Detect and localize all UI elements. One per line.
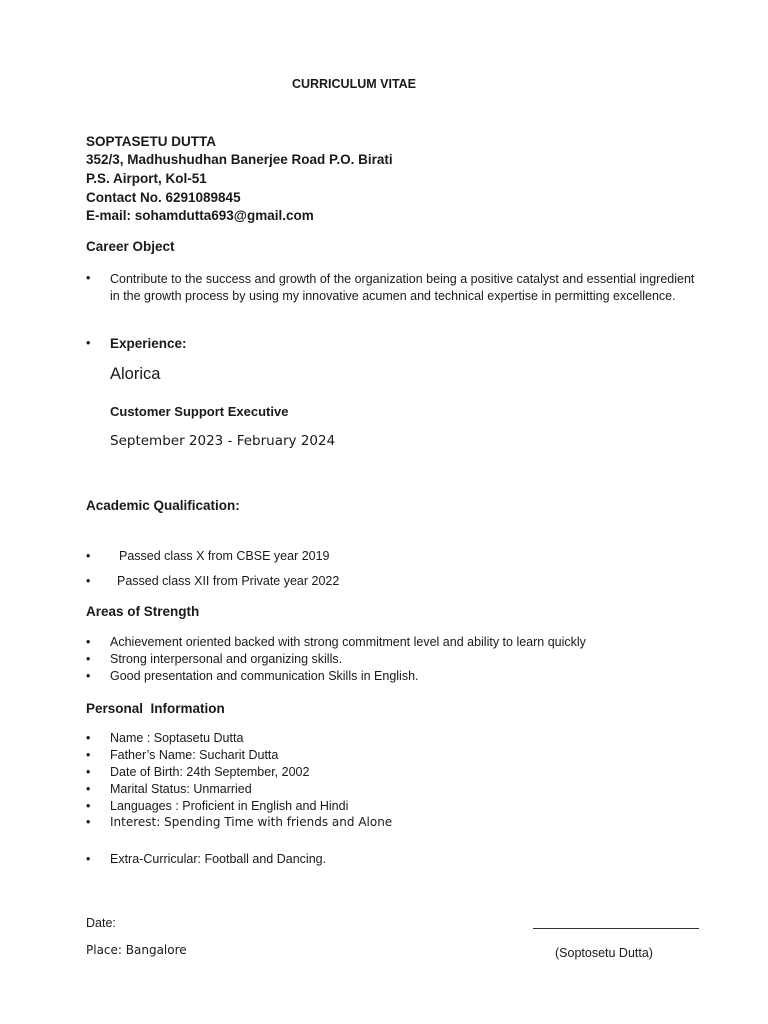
bullet-icon: •: [86, 852, 91, 866]
personal-item: [86, 765, 310, 779]
experience-period: September 2023 - February 2024: [110, 433, 336, 449]
bullet-icon: •: [86, 652, 91, 666]
strength-item: [86, 669, 419, 683]
strength-item: [86, 635, 586, 649]
experience-company: Alorica: [110, 365, 161, 383]
bullet-icon: •: [86, 731, 91, 745]
experience-item: [86, 336, 187, 351]
personal-item-text: Name : Soptasetu Dutta: [110, 731, 244, 745]
bullet-icon: •: [86, 765, 91, 779]
address-line-2: P.S. Airport, Kol-51: [86, 171, 207, 186]
personal-item: [86, 799, 349, 813]
strength-item-text: Achievement oriented backed with strong commitment level and ability to learn quickly: [110, 635, 586, 649]
document-title: CURRICULUM VITAE: [291, 77, 417, 91]
bullet-icon: •: [86, 669, 91, 683]
signature-name: (Soptosetu Dutta): [555, 946, 653, 960]
personal-item: [86, 815, 393, 829]
extracurricular-item: [86, 852, 327, 866]
personal-item-text: Languages : Proficient in English and Hindi: [110, 799, 349, 813]
academic-item: [86, 574, 340, 588]
career-objective-item: [86, 271, 695, 303]
career-objective-heading: Career Object: [86, 239, 175, 254]
email-address: E-mail: sohamdutta693@gmail.com: [86, 208, 314, 223]
academic-item: [86, 549, 330, 563]
bullet-icon: •: [86, 271, 91, 285]
bullet-icon: •: [86, 574, 91, 588]
personal-item: [86, 748, 279, 762]
personal-item-text: Date of Birth: 24th September, 2002: [110, 765, 310, 779]
bullet-icon: •: [86, 799, 91, 813]
academic-item-text: Passed class X from CBSE year 2019: [119, 549, 330, 563]
bullet-icon: •: [86, 815, 91, 829]
place-label: Place: Bangalore: [86, 943, 187, 957]
experience-role: Customer Support Executive: [110, 404, 289, 419]
personal-item-text: Marital Status: Unmarried: [110, 782, 252, 796]
strength-item-text: Good presentation and communication Skills in English.: [110, 669, 419, 683]
career-objective-text: Contribute to the success and growth of the organization being a positive catalyst and essential ingredient in the growth process by using my innovative acumen and technical expertise in permitting excellence.: [110, 272, 695, 303]
date-label: Date:: [86, 916, 116, 930]
bullet-icon: •: [86, 782, 91, 796]
signature-line: [533, 928, 699, 929]
personal-item-text: Father’s Name: Sucharit Dutta: [110, 748, 279, 762]
bullet-icon: •: [86, 748, 91, 762]
extracurricular-text: Extra-Curricular: Football and Dancing.: [110, 852, 327, 866]
bullet-icon: •: [86, 336, 91, 350]
personal-item-text: Interest: Spending Time with friends and Alone: [110, 815, 393, 829]
academic-heading: Academic Qualification:: [86, 498, 240, 513]
experience-heading: Experience:: [110, 336, 187, 351]
address-line-1: 352/3, Madhushudhan Banerjee Road P.O. Birati: [86, 152, 393, 167]
personal-item: [86, 731, 244, 745]
academic-item-text: Passed class XII from Private year 2022: [117, 574, 340, 588]
contact-number: Contact No. 6291089845: [86, 190, 241, 205]
bullet-icon: •: [86, 635, 91, 649]
personal-heading: Personal Information: [86, 701, 225, 716]
strength-item: [86, 652, 343, 666]
bullet-icon: •: [86, 549, 91, 563]
personal-item: [86, 782, 252, 796]
candidate-name: SOPTASETU DUTTA: [86, 134, 216, 149]
strength-item-text: Strong interpersonal and organizing skills.: [110, 652, 343, 666]
strengths-heading: Areas of Strength: [86, 604, 200, 619]
